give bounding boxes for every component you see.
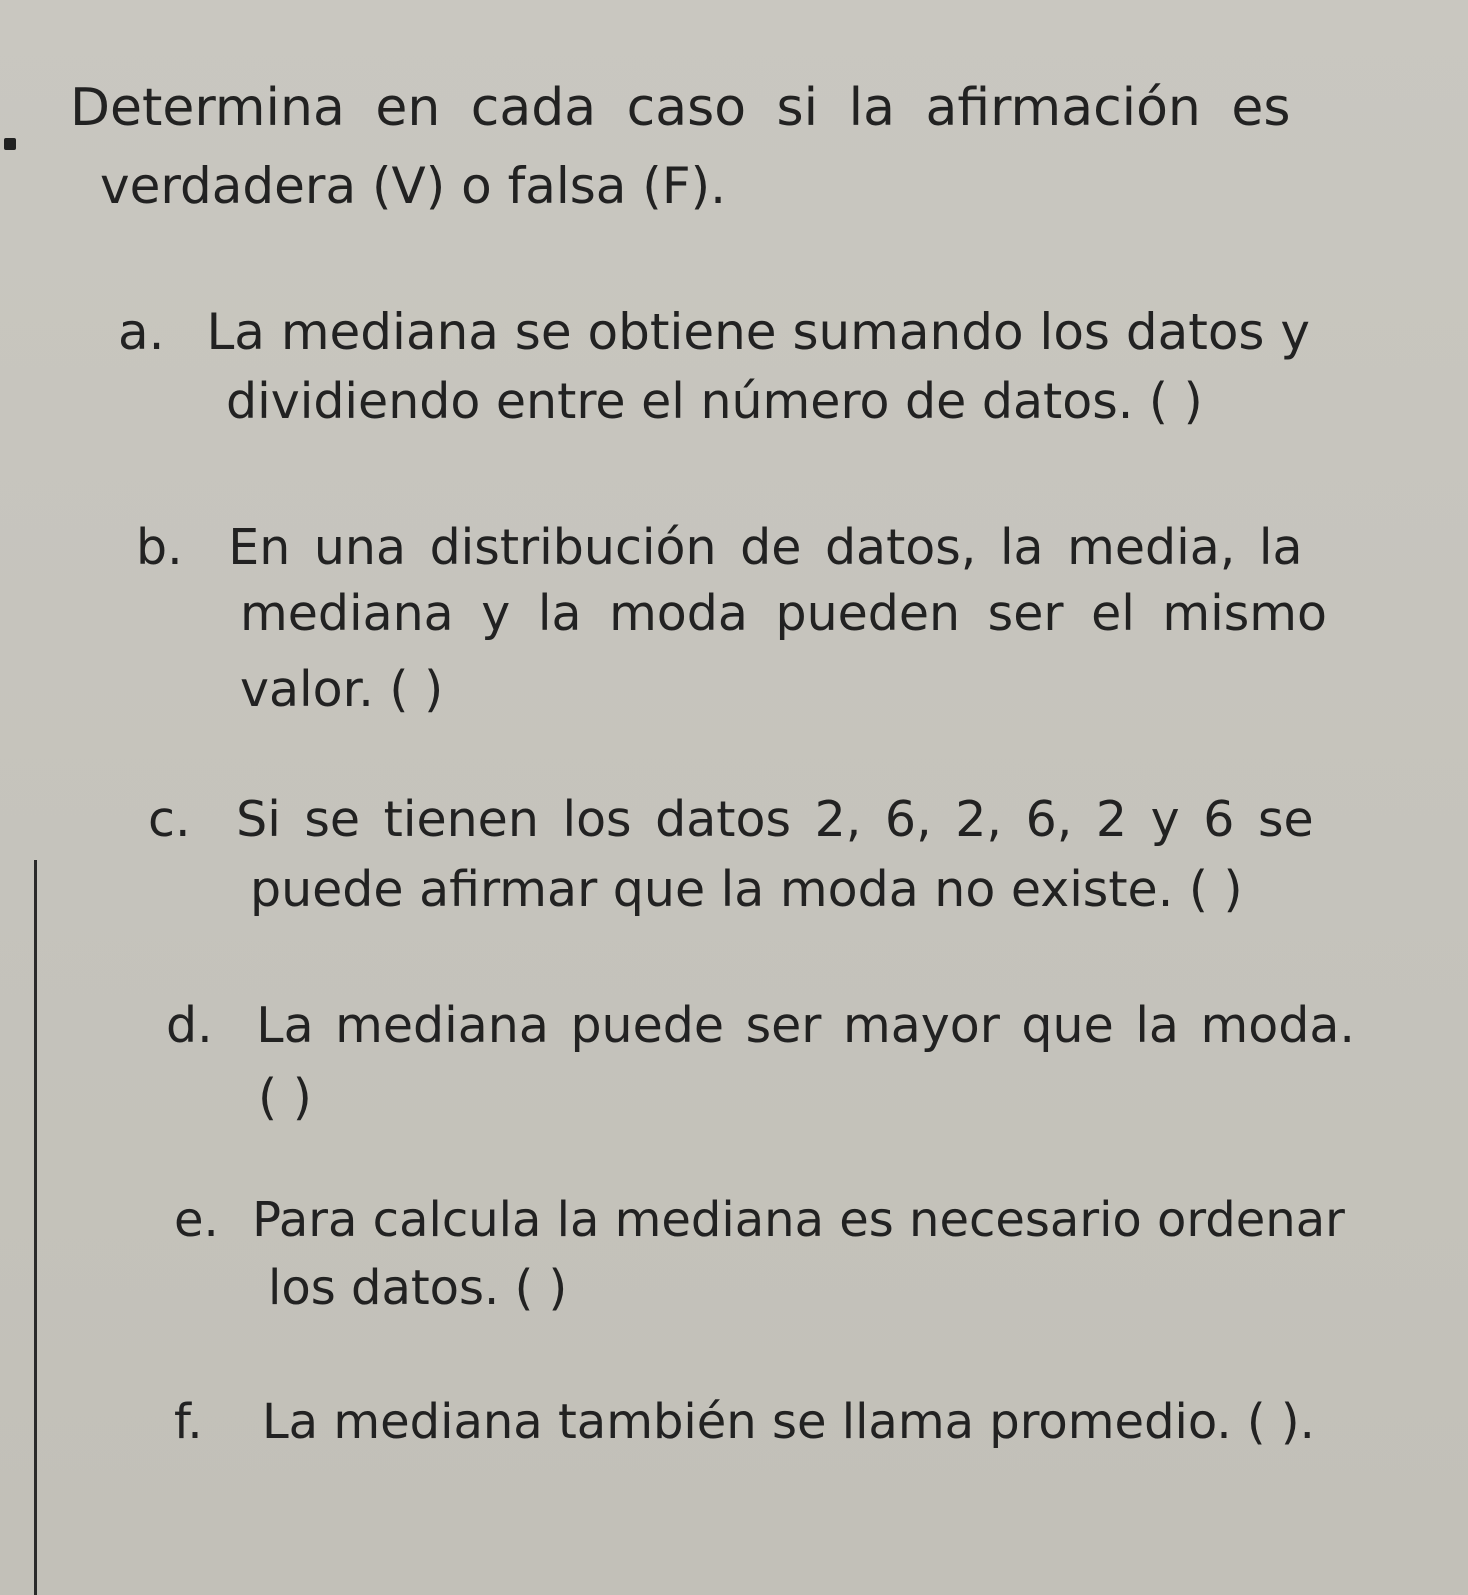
item-b-row xyxy=(136,518,1303,578)
item-c-letter: c. xyxy=(148,791,191,848)
item-c-line-2: puede afirmar que la moda no existe. ( ) xyxy=(250,861,1243,918)
item-b-line-1: En una distribución de datos, la media, la xyxy=(228,519,1303,576)
item-e-line-2: los datos. ( ) xyxy=(268,1260,568,1316)
instruction-line-1: Determina en cada caso si la afirmación es xyxy=(70,78,1291,138)
margin-line xyxy=(34,860,37,1595)
item-a-line-1: La mediana se obtiene sumando los datos y xyxy=(206,303,1310,361)
item-d-letter: d. xyxy=(166,997,213,1054)
instruction-line-2: verdadera (V) o falsa (F). xyxy=(100,157,726,215)
item-f-line-1: La mediana también se llama promedio. ( ). xyxy=(261,1394,1315,1450)
item-c-line-1: Si se tienen los datos 2, 6, 2, 6, 2 y 6 se xyxy=(236,791,1314,848)
item-a-letter: a. xyxy=(118,303,165,361)
item-b-line-2: mediana y la moda pueden ser el mismo xyxy=(240,585,1327,642)
item-f-letter: f. xyxy=(174,1394,203,1450)
item-e-row xyxy=(174,1190,1345,1250)
item-e-line-1: Para calcula la mediana es necesario ordenar xyxy=(252,1192,1345,1248)
item-d-line-1: La mediana puede ser mayor que la moda. xyxy=(256,997,1355,1054)
item-a-line-2: dividiendo entre el número de datos. ( ) xyxy=(226,373,1203,430)
item-d-line-2: ( ) xyxy=(258,1069,312,1126)
bullet-dot xyxy=(4,138,16,150)
item-d-row xyxy=(166,996,1355,1056)
item-f-row xyxy=(174,1392,1315,1452)
item-b-letter: b. xyxy=(136,519,183,576)
item-e-letter: e. xyxy=(174,1192,219,1248)
item-a-row xyxy=(118,302,1310,362)
item-b-line-3: valor. ( ) xyxy=(240,661,444,718)
item-c-row xyxy=(148,790,1314,850)
